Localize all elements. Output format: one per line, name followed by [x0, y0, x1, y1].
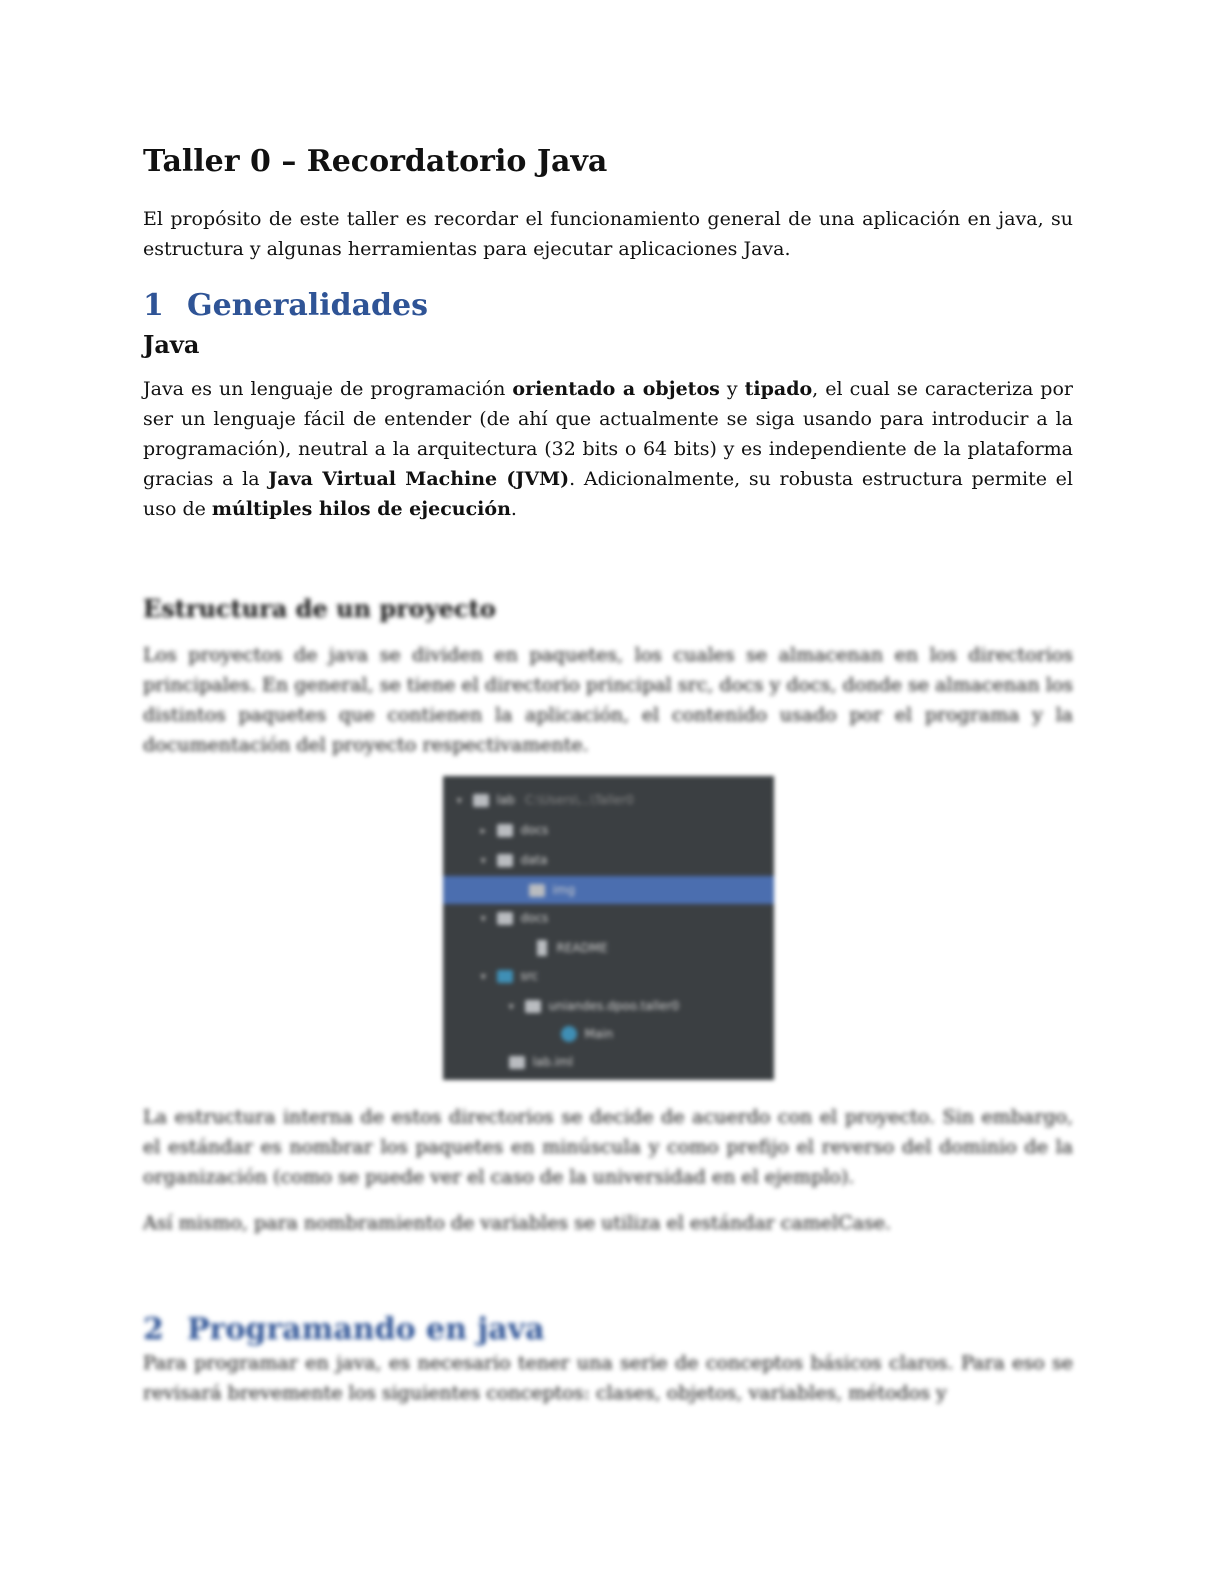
section-1-heading: [143, 288, 1073, 324]
section-title: Programando en java: [187, 1312, 545, 1347]
tree-row: ▾ uniandes.dpoo.taller0: [508, 999, 680, 1013]
file-icon: [537, 940, 547, 956]
file-icon: [509, 1056, 525, 1069]
tree-row: ▾ data: [480, 853, 548, 867]
folder-icon: [529, 884, 545, 897]
folder-icon: [497, 854, 513, 867]
chevron-down-icon: ▾: [480, 911, 487, 925]
section-title: Generalidades: [187, 288, 429, 323]
tree-row: ▸ docs: [480, 823, 549, 837]
tree-row: lab.iml: [443, 1048, 774, 1076]
chevron-right-icon: ▸: [480, 823, 487, 837]
bold-term: Java Virtual Machine (JVM): [268, 468, 570, 490]
bold-term: orientado a objetos: [512, 378, 720, 400]
java-paragraph: Java es un lenguaje de programación orientado a objetos y tipado, el cual se caracteriza por ser un lenguaje fácil de entender (de ahí que actualmente se siga usando para introducir a la programación), neutral a la arquitectura (32 bits o 64 bits) y es independiente de la plataforma gracias a la Java Virtual Machine (JVM). Adicionalmente, su robusta estructura permite el uso de múltiples hilos de ejecución.: [143, 378, 1073, 520]
tree-row: ▾ docs: [480, 911, 549, 925]
folder-icon: [497, 824, 513, 837]
folder-icon: [473, 794, 489, 807]
tree-row: ▾ src: [480, 969, 539, 983]
project-tree-screenshot: [443, 776, 774, 1080]
section-number: 2: [143, 1312, 164, 1347]
section-number: 1: [143, 288, 164, 323]
folder-icon: [497, 912, 513, 925]
structure-heading: Estructura de un proyecto: [143, 594, 496, 623]
intro-paragraph: El propósito de este taller es recordar el funcionamiento general de una aplicación en java, su estructura y algunas herramientas para ejecutar aplicaciones Java.: [143, 208, 1073, 260]
tree-row: Main: [443, 1020, 774, 1048]
subheading-java: Java: [143, 330, 200, 359]
structure-paragraph: Los proyectos de java se dividen en paquetes, los cuales se almacenan en los directorios principales. En general, se tiene el directorio principal src, docs y docs, donde se almacenan los distintos paquetes que contienen la aplicación, el contenido usado por el programa y la documentación del proyecto respectivamente.: [143, 644, 1073, 756]
section-2-heading: [143, 1312, 1073, 1348]
folder-icon: [497, 970, 513, 983]
structure-detail-paragraph: La estructura interna de estos directorios se decide de acuerdo con el proyecto. Sin embargo, el estándar es nombrar los paquetes en minúscula y como prefijo el reverso del dominio de la organización (como se puede ver el caso de la universidad en el ejemplo).: [143, 1106, 1073, 1188]
naming-paragraph: Así mismo, para nombramiento de variables se utiliza el estándar camelCase.: [143, 1212, 892, 1234]
chevron-down-icon: ▾: [508, 999, 515, 1013]
section-2-paragraph: Para programar en java, es necesario tener una serie de conceptos básicos claros. Para eso se revisará brevemente los siguientes conceptos: clases, objetos, variables, métodos y: [143, 1352, 1073, 1404]
tree-row: ▾ lab C:\Users\...\Taller0: [456, 793, 634, 807]
chevron-down-icon: ▾: [480, 969, 487, 983]
bold-term: tipado: [744, 378, 813, 400]
document-title: Taller 0 – Recordatorio Java: [143, 144, 608, 179]
chevron-down-icon: ▾: [480, 853, 487, 867]
bold-term: múltiples hilos de ejecución: [211, 498, 511, 520]
class-icon: [561, 1026, 577, 1042]
tree-row: README: [443, 934, 774, 962]
document-content: [143, 140, 1073, 1408]
tree-row-selected: img: [443, 876, 774, 904]
chevron-down-icon: ▾: [456, 793, 463, 807]
package-icon: [525, 1000, 541, 1013]
